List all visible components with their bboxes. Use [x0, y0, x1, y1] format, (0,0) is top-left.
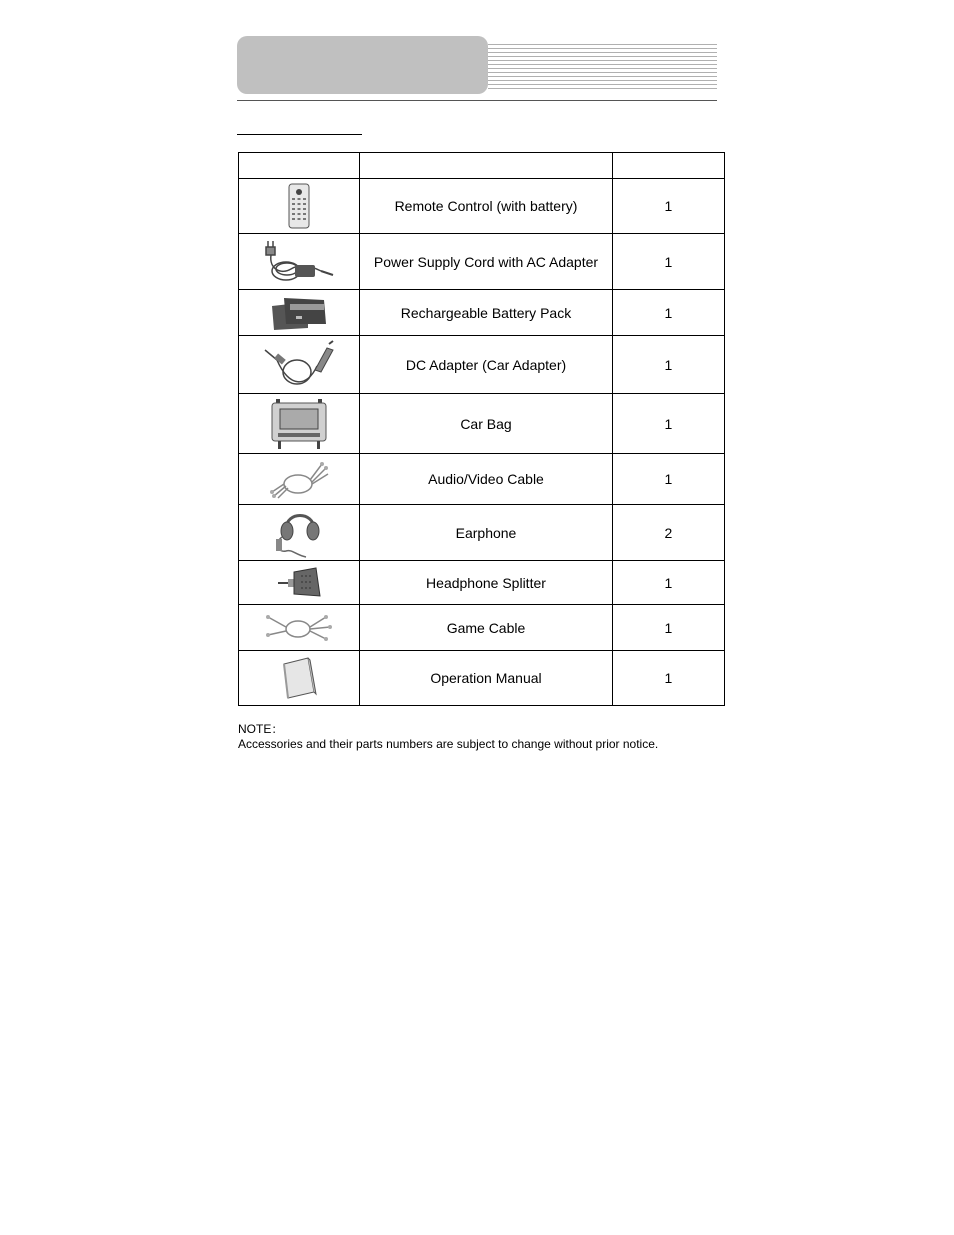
header-picture [239, 153, 360, 179]
table-row [239, 651, 725, 706]
car-adapter-icon [261, 340, 337, 390]
item-name: Headphone Splitter [360, 561, 613, 605]
header-rule [237, 100, 717, 101]
game-cable-icon [264, 611, 334, 645]
note-label: NOTE： [238, 722, 284, 736]
item-quantity: 2 [612, 505, 724, 561]
item-name: Rechargeable Battery Pack [360, 290, 613, 336]
item-quantity: 1 [612, 605, 724, 651]
item-quantity: 1 [612, 234, 724, 290]
item-name: Game Cable [360, 605, 613, 651]
item-name: Operation Manual [360, 651, 613, 706]
item-name: Power Supply Cord with AC Adapter [360, 234, 613, 290]
section-title-underline [237, 134, 362, 135]
item-quantity: 1 [612, 336, 724, 394]
remote-control-icon [287, 183, 311, 229]
table-row [239, 605, 725, 651]
note-block [238, 722, 658, 752]
table-row [239, 336, 725, 394]
table-row [239, 290, 725, 336]
item-quantity: 1 [612, 651, 724, 706]
item-quantity: 1 [612, 454, 724, 505]
header-name [360, 153, 613, 179]
header-quantity [612, 153, 724, 179]
table-header-row [239, 153, 725, 179]
item-quantity: 1 [612, 561, 724, 605]
table-row [239, 561, 725, 605]
table-row [239, 454, 725, 505]
item-name: Car Bag [360, 394, 613, 454]
table-row [239, 505, 725, 561]
earphone-icon [272, 507, 326, 559]
car-bag-icon [270, 397, 328, 451]
note-text: Accessories and their parts numbers are subject to change without prior notice. [238, 737, 659, 751]
power-cord-icon [261, 239, 337, 285]
item-name: DC Adapter (Car Adapter) [360, 336, 613, 394]
av-cable-icon [266, 458, 332, 500]
item-name: Audio/Video Cable [360, 454, 613, 505]
item-quantity: 1 [612, 394, 724, 454]
header-decorative-lines [488, 44, 717, 92]
item-quantity: 1 [612, 290, 724, 336]
item-name: Remote Control (with battery) [360, 179, 613, 234]
table-row [239, 394, 725, 454]
accessories-table [238, 152, 725, 706]
table-row [239, 179, 725, 234]
table-row [239, 234, 725, 290]
battery-pack-icon [268, 294, 330, 332]
header-tab [237, 36, 488, 94]
item-quantity: 1 [612, 179, 724, 234]
headphone-splitter-icon [276, 566, 322, 600]
item-name: Earphone [360, 505, 613, 561]
manual-icon [280, 656, 318, 700]
